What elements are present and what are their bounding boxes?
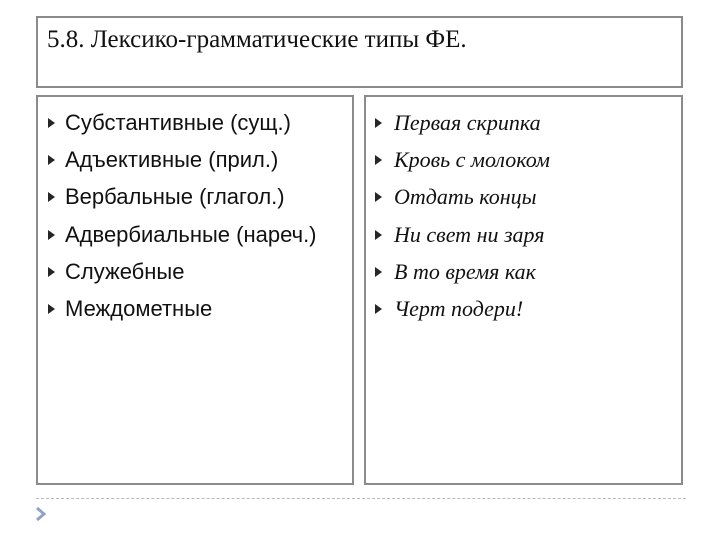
triangle-bullet-icon	[48, 192, 55, 202]
triangle-bullet-icon	[375, 230, 382, 240]
triangle-bullet-icon	[375, 192, 382, 202]
list-item-label: Адвербиальные (нареч.)	[65, 221, 317, 247]
title-box	[36, 16, 683, 88]
list-item-label: Отдать концы	[394, 184, 537, 210]
triangle-bullet-icon	[375, 118, 382, 128]
right-panel	[364, 95, 683, 485]
triangle-bullet-icon	[48, 267, 55, 277]
list-item-label: Адъективные (прил.)	[65, 147, 279, 173]
triangle-bullet-icon	[48, 118, 55, 128]
list-item-label: Кровь с молоком	[394, 147, 550, 173]
list-item-label: Междометные	[65, 295, 213, 321]
footer-divider	[36, 498, 686, 499]
list-item-label: Ни свет ни заря	[394, 221, 545, 247]
triangle-bullet-icon	[375, 304, 382, 314]
list-item-label: Субстантивные (сущ.)	[65, 110, 291, 135]
list-item-label: Черт подери!	[394, 295, 524, 321]
list-item-label: Служебные	[65, 258, 185, 284]
triangle-bullet-icon	[48, 304, 55, 314]
triangle-bullet-icon	[48, 230, 55, 240]
list-item-label: В то время как	[394, 258, 536, 284]
triangle-bullet-icon	[375, 267, 382, 277]
list-item-label: Первая скрипка	[394, 110, 541, 135]
list-item-label: Вербальные (глагол.)	[65, 184, 285, 210]
slide-title: 5.8. Лексико-грамматические типы ФЕ.	[47, 26, 467, 53]
triangle-bullet-icon	[48, 155, 55, 165]
triangle-bullet-icon	[375, 155, 382, 165]
chevron-right-icon[interactable]	[33, 506, 49, 522]
left-panel	[36, 95, 354, 485]
